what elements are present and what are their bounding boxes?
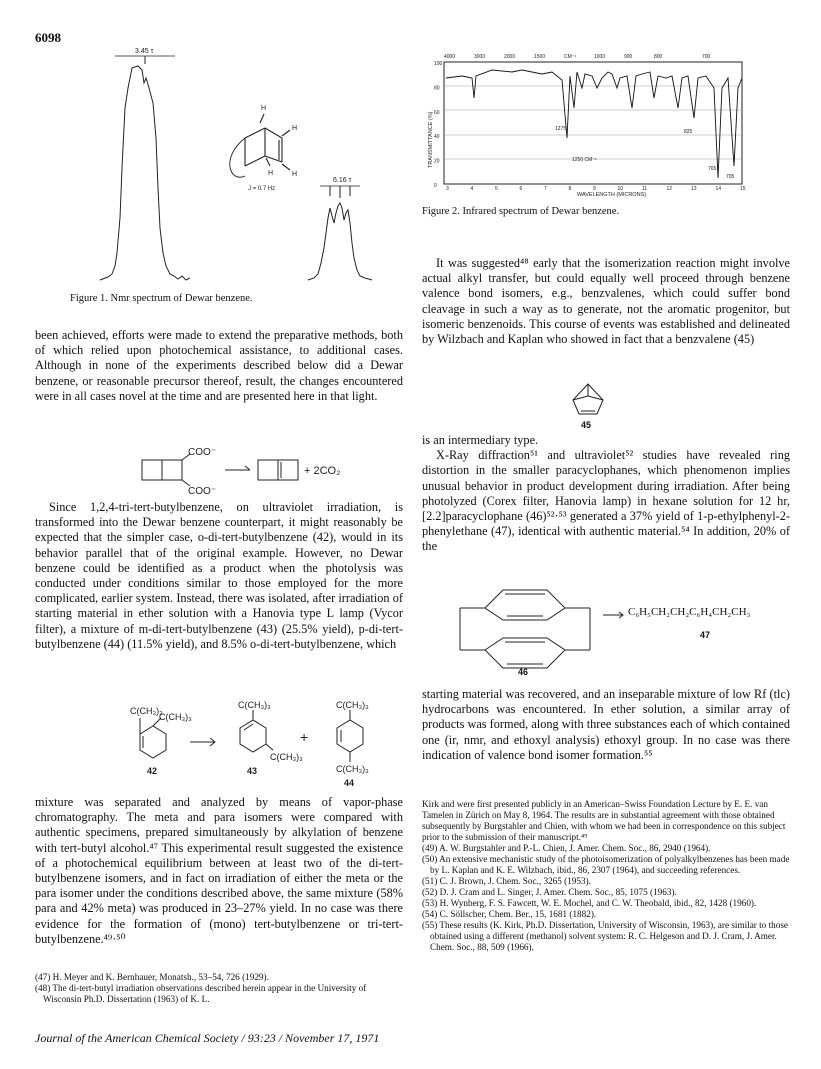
ir-annotation-1250: 1250 CM⁻¹ <box>572 157 597 163</box>
dewar-benzene-structure <box>230 114 290 177</box>
h-label-2: H <box>292 125 298 132</box>
ir-top-tick: 800 <box>654 54 663 60</box>
left-footnotes <box>35 972 403 1005</box>
ir-x-tick: 3 <box>446 186 449 192</box>
ir-top-tick: 3000 <box>474 54 486 60</box>
footnote-53: (53) H. Wynberg, F. S. Fawcett, W. E. Mochel, and C. W. Theobald, ibid., 82, 1428 (1960). <box>422 898 757 908</box>
scheme2-plus: + <box>300 729 309 745</box>
ir-ylabel: TRANSMITTANCE (%) <box>428 111 434 168</box>
figure2-caption: Figure 2. Infrared spectrum of Dewar benzene. <box>422 206 620 217</box>
footnote-48-cont: Kirk and were first presented publicly in an American–Swiss Foundation Lecture by E. E. van Tamelen in Zürich on May 8, 1964. The results are in substantial agreement with those obtained subsequently by Burgstahler and Chien, with whom we had been in correspondence on this subject prior to the submission of their manuscript.⁴⁹ <box>422 799 786 842</box>
sub43a: C(CH₃)₃ <box>238 700 271 710</box>
scheme-1 <box>140 446 400 498</box>
benzvalene-structure <box>563 376 613 426</box>
ir-xlabel: WAVELENGTH (MICRONS) <box>577 192 647 198</box>
ir-x-tick: 5 <box>495 186 498 192</box>
left-para-3: mixture was separated and analyzed by means of vapor-phase chromatography. The meta and para isomers were compared with authentic specimens, prepared simultaneously by alkylation of benzene with tert-butyl alcohol.⁴⁷ This experimental result suggested the existence of a photochemical equilibrium between at least two of the di-tert-butylbenzene isomers, and in fact on irradiation of either the meta or the para isomer under the conditions described above, the same mixture (58% para and 42% meta) was produced in 23–27% yield. In no case was there evidence for the formation of (mono) tert-butylbenzene or tri-tert-butylbenzene.⁴⁹·⁵⁰ <box>35 795 403 946</box>
ir-x-tick: 13 <box>691 186 697 192</box>
sub44b: C(CH₃)₃ <box>336 764 369 774</box>
ir-x-tick: 9 <box>593 186 596 192</box>
ir-y-tick: 0 <box>434 183 437 189</box>
scheme-2 <box>115 698 405 790</box>
footnote-55: (55) These results (K. Kirk, Ph.D. Dissertation, University of Wisconsin, 1963), are similar to those obtained using a different (methanol) solvent system: R. C. Helgeson and D. J. Cram, J. Amer. Chem. Soc., 88, 509 (1966). <box>422 920 788 952</box>
ir-top-tick: CM⁻¹ <box>564 54 577 60</box>
figure1-caption: Figure 1. Nmr spectrum of Dewar benzene. <box>70 293 253 304</box>
footnote-52: (52) D. J. Cram and L. Singer, J. Amer. Chem. Soc., 85, 1075 (1963). <box>422 887 677 897</box>
h-label-4: H <box>268 170 274 177</box>
ir-y-tick: 100 <box>434 61 443 67</box>
label-43: 43 <box>247 766 258 776</box>
ir-x-tick: 4 <box>470 186 474 192</box>
ir-top-tick: 700 <box>702 54 711 60</box>
ir-top-tick: 2000 <box>504 54 516 60</box>
ir-x-tick: 12 <box>666 186 673 192</box>
sub43b: C(CH₃)₃ <box>270 752 303 762</box>
ir-top-tick-labels <box>444 54 711 60</box>
peak-label-1: 3.45 τ <box>135 48 154 55</box>
ir-x-tick: 14 <box>715 186 722 192</box>
ir-x-tick: 8 <box>568 186 572 192</box>
ir-annotation-1275: 1275 <box>555 126 567 132</box>
ir-top-tick: 1000 <box>594 54 606 60</box>
ir-x-tick: 10 <box>617 186 624 192</box>
right-para-2-3: is an intermediary type. X-Ray diffraction⁵¹ and ultraviolet⁵² studies have revealed ring distortion in the smaller paracyclophanes, which phenomenon implies unusual behavior in product development during irradiation. After being photolyzed (Corex filter, Hanovia lamp) in hexane solution for 12 hr, [2.2]paracyclophane (46)⁵²·⁵³ generated a 37% yield of 1-p-ethylphenyl-2-phenylethane (47), identical with authentic material.⁵⁴ In addition, 20% of the <box>422 433 790 554</box>
nmr-peak-2 <box>308 186 372 280</box>
h-label-1: H <box>261 105 267 112</box>
label-46: 46 <box>518 667 529 677</box>
ir-annotation-825: 825 <box>684 129 693 135</box>
journal-footer: Journal of the American Chemical Society / 93:23 / November 17, 1971 <box>35 1031 380 1045</box>
ir-y-tick: 60 <box>434 109 440 116</box>
ir-y-tick-labels <box>434 61 443 189</box>
ir-annotation-765: 765 <box>708 166 717 172</box>
footnote-51: (51) C. J. Brown, J. Chem. Soc., 3265 (1953). <box>422 876 591 886</box>
ir-gridlines <box>444 86 742 159</box>
sub44a: C(CH₃)₃ <box>336 700 369 710</box>
scheme3-product: C₆H₅CH₂CH₂C₆H₄CH₂CH₃ <box>628 606 751 618</box>
label-44: 44 <box>344 778 355 788</box>
scheme1-product: + 2CO₂ <box>304 465 341 477</box>
peak-label-2: 6.16 τ <box>333 177 352 184</box>
ir-x-tick: 11 <box>642 186 648 192</box>
coupling-label: J = 0.7 Hz <box>248 186 276 192</box>
ir-x-tick: 15 <box>740 186 746 192</box>
ir-y-tick: 80 <box>434 85 440 92</box>
ir-top-tick: 4000 <box>444 54 456 60</box>
right-para-1: It was suggested⁴⁸ early that the isomerization reaction might involve actual alkyl transfer, but could equally well proceed through benzene valence bond isomers, e.g., benzvalenes, which could suffer bond cleavage in such a way as to generate, not the aromatic progenitor, but isomeric benzenoids. This course of events was established and delineated by Wilzbach and Kaplan who showed in fact that a benzvalene (45) <box>422 256 790 347</box>
coo-top: COO⁻ <box>188 447 217 458</box>
h-label-3: H <box>292 171 298 178</box>
label-47: 47 <box>700 630 711 640</box>
footnote-48: (48) The di-tert-butyl irradiation observations described herein appear in the University of Wisconsin Ph.D. Dissertation (1963) of K. L. <box>35 983 367 1004</box>
footnote-49: (49) A. W. Burgstahler and P.-L. Chien, J. Amer. Chem. Soc., 86, 2940 (1964). <box>422 843 711 853</box>
footnote-47: (47) H. Meyer and K. Bernhauer, Monatsh., 53–54, 726 (1929). <box>35 972 269 982</box>
right-footnotes <box>422 799 790 953</box>
ir-figure <box>422 48 762 198</box>
sub42b: C(CH₃)₃ <box>159 712 192 722</box>
coo-bottom: COO⁻ <box>188 486 217 497</box>
footnote-50: (50) An extensive mechanistic study of the photoisomerization of polyalkylbenzenes has been made by L. Kaplan and K. E. Wilzbach, ibid., 86, 2307 (1964), and succeeding references. <box>422 854 790 875</box>
page-number: 6098 <box>35 30 61 45</box>
ir-y-tick: 20 <box>434 158 440 165</box>
sub42a: C(CH₃)₃ <box>130 706 163 716</box>
nmr-figure <box>60 48 390 293</box>
ir-annotation-705: 705 <box>726 174 735 180</box>
right-para-4: starting material was recovered, and an inseparable mixture of low Rf (tlc) hydrocarbons was encountered. In ether solution, a similar array of products was formed, along with three substances each of which contained one (ir, nmr, and ethoxyl analysis) ethoxyl group. In no case was there indication of valence bond isomer formation.⁵⁵ <box>422 687 790 762</box>
ir-y-tick: 40 <box>434 134 440 141</box>
left-para-1: been achieved, efforts were made to extend the preparative methods, both of which relied upon photochemical assistance, to additional cases. Although in none of the experiments described below did a Dewar benzene, or reasonable precursor thereof, result, the changes encountered were in all cases novel at the time and are presented here in that light. <box>35 328 403 403</box>
nmr-peak-1 <box>100 56 190 280</box>
label-42: 42 <box>147 766 158 776</box>
ir-top-tick: 1500 <box>534 54 546 60</box>
left-para-2: Since 1,2,4-tri-tert-butylbenzene, on ultraviolet irradiation, is transformed into the Dewar benzene counterpart, it might reasonably be expected that the simpler case, o-di-tert-butylbenzene (42), would in its behavior parallel that of the original example. However, no Dewar benzene could be identified as a product when the photolysis was conducted under conditions similar to those employed for the more complicated, earlier system. Instead, there was isolated, after irradiation of starting material in ether solution with a Hanovia type L lamp (Vycor filter), a mixture of m-di-tert-butylbenzene (43) (25.5% yield), p-di-tert-butylbenzene (44) (11.5% yield), and 8.5% o-di-tert-butylbenzene, which <box>35 500 403 651</box>
scheme-3 <box>455 580 785 682</box>
ir-x-tick: 6 <box>519 186 523 192</box>
ir-x-tick: 7 <box>544 186 547 192</box>
label-45: 45 <box>581 420 592 430</box>
footnote-54: (54) C. Söllscher, Chem. Ber., 15, 1681 (1882). <box>422 909 597 919</box>
ir-top-tick: 900 <box>624 54 633 60</box>
